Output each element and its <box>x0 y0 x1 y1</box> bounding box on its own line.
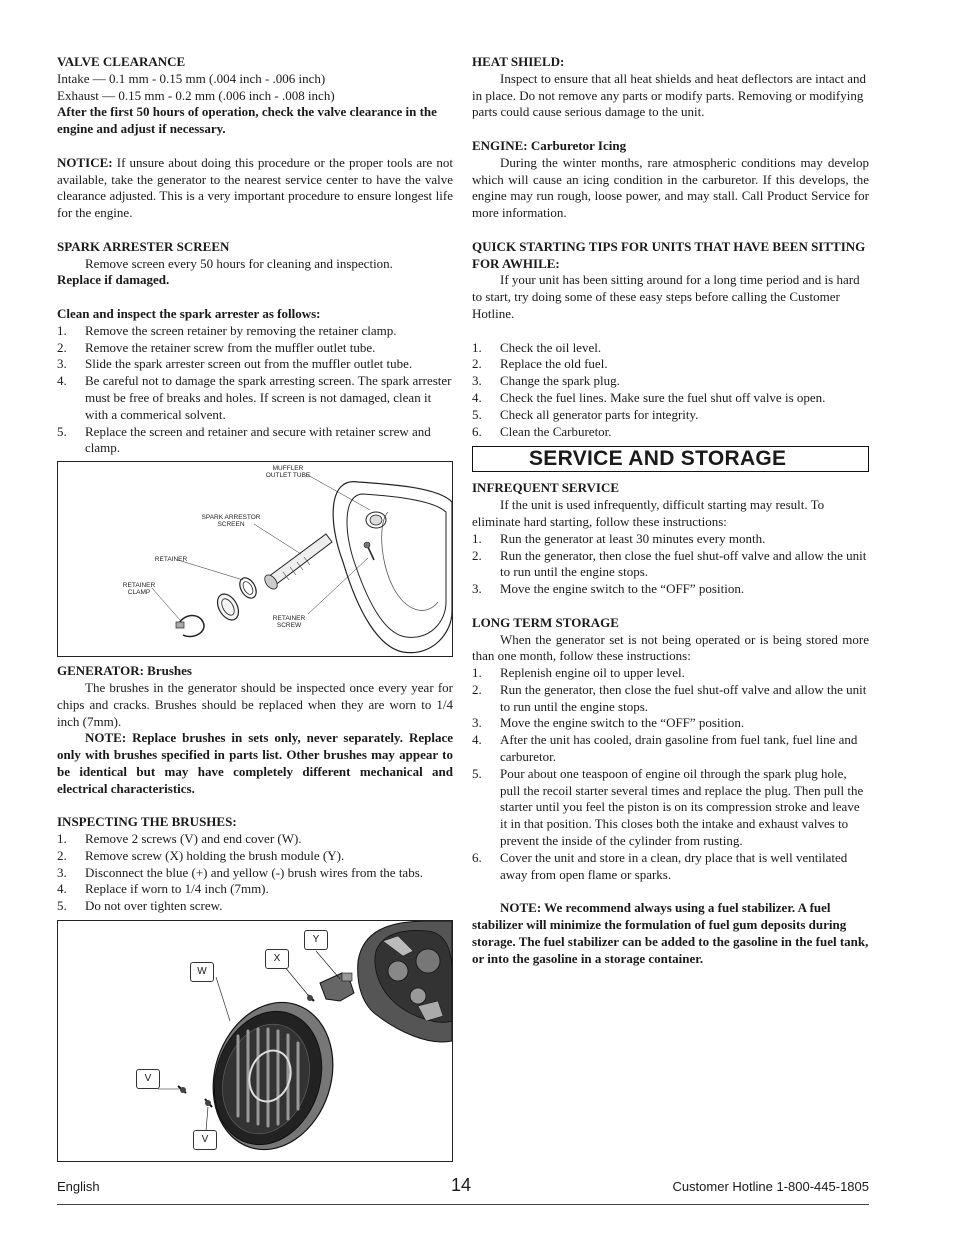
list-item: 1. Replenish engine oil to upper level. <box>472 665 685 681</box>
callout-w: W <box>190 962 214 982</box>
long-term-storage-para: When the generator set is not being operated or is being stored more than one month, follow these instructions: <box>472 631 869 664</box>
list-item: 2. Run the generator, then close the fuel shut-off valve and allow the unit to run until the engine stops. <box>472 681 867 714</box>
heat-shield-para: Inspect to ensure that all heat shields and heat deflectors are intact and in place. Do not remove any parts or modify parts. Removing or modifying parts could cause serious damage to the unit. <box>472 70 867 120</box>
callout-y: Y <box>304 930 328 950</box>
inspecting-brushes-steps <box>57 831 453 915</box>
list-item: 4. Check the fuel lines. Make sure the fuel shut off valve is open. <box>472 389 826 405</box>
intake-spec: Intake — 0.1 mm - 0.15 mm (.004 inch - .006 inch) <box>57 70 326 86</box>
infrequent-service-heading: INFREQUENT SERVICE <box>472 480 620 496</box>
footer-language: English <box>57 1179 100 1194</box>
list-item: 5. Check all generator parts for integrity. <box>472 406 699 422</box>
spark-arrester-illustration <box>58 462 452 656</box>
left-column <box>57 54 453 1162</box>
infrequent-service-para: If the unit is used infrequently, difficult starting may result. To eliminate hard starting, follow these instructions: <box>472 497 825 529</box>
list-item: 4. After the unit has cooled, drain gasoline from fuel tank, fuel line and carburetor. <box>472 732 858 765</box>
list-item: 3. Change the spark plug. <box>472 373 620 389</box>
list-item: 2. Remove screw (X) holding the brush module (Y). <box>57 847 345 863</box>
clean-inspect-heading: Clean and inspect the spark arrester as follows: <box>57 305 321 321</box>
carburetor-icing-heading: ENGINE: Carburetor Icing <box>472 137 627 153</box>
list-item: 3. Disconnect the blue (+) and yellow (-) brush wires from the tabs. <box>57 864 424 880</box>
list-item: 2. Run the generator, then close the fuel shut-off valve and allow the unit to run until the engine stops. <box>472 547 867 580</box>
valve-notice <box>57 155 453 222</box>
list-item: 1. Run the generator at least 30 minutes every month. <box>472 530 766 546</box>
callout-x: X <box>265 949 289 969</box>
replace-if-damaged: Replace if damaged. <box>57 272 170 288</box>
list-item: 3. Move the engine switch to the “OFF” position. <box>472 715 745 731</box>
list-item: 6. Clean the Carburetor. <box>472 423 612 439</box>
list-item: 5. Pour about one teaspoon of engine oil through the spark plug hole, pull the recoil starter several times and replace the plug. Then pull the starter until you feel the piston is on its compression stroke and leave it in that position. This closes both the intake and exhaust valves to prevent the inside of the cylinder from rusting. <box>472 765 864 849</box>
notice-text: If unsure about doing this procedure or the proper tools are not available, take the generator to the nearest service center to have the valve clearance adjusted. This is a very important procedure to ensure longest life for the engine. <box>57 154 453 221</box>
right-column <box>472 54 869 967</box>
spark-arrester-figure <box>57 461 453 657</box>
carburetor-icing-para: During the winter months, rare atmospheric conditions may develop which will cause an icing condition in the carburetor. If this develops, the engine may run rough, loose power, and may stall. Call Product Service for more information. <box>472 154 869 221</box>
spark-arrestor-label: SPARK ARRESTOR SCREEN <box>201 514 261 529</box>
service-storage-banner: SERVICE AND STORAGE <box>472 446 869 472</box>
callout-v2: V <box>193 1130 217 1150</box>
list-item: 3. Slide the spark arrester screen out from the muffler outlet tube. <box>57 356 413 372</box>
list-item: 4. Replace if worn to 1/4 inch (7mm). <box>57 881 269 897</box>
spark-arrester-steps <box>57 323 453 457</box>
muffler-outlet-label: MUFFLER OUTLET TUBE <box>265 465 311 480</box>
brush-module-illustration <box>58 921 452 1161</box>
heat-shield-heading: HEAT SHIELD: <box>472 54 565 69</box>
retainer-label: RETAINER <box>154 556 188 564</box>
inspecting-brushes-heading: INSPECTING THE BRUSHES: <box>57 814 237 830</box>
list-item: 3. Move the engine switch to the “OFF” position. <box>472 581 745 597</box>
infrequent-service-steps <box>472 531 869 598</box>
page-number: 14 <box>451 1175 472 1195</box>
retainer-screw-label: RETAINER SCREW <box>272 615 306 630</box>
list-item: 5. Replace the screen and retainer and secure with retainer screw and clamp. <box>57 423 431 456</box>
long-term-storage-steps <box>472 665 869 883</box>
list-item: 1. Remove the screen retainer by removing the retainer clamp. <box>57 322 397 338</box>
fuel-stabilizer-note: NOTE: We recommend always using a fuel stabilizer. A fuel stabilizer will minimize the formulation of fuel gum deposits during storage. The fuel stabilizer can be added to the gasoline in the fuel tank, or into the gasoline in a storage container. <box>472 900 869 966</box>
list-item: 4. Be careful not to damage the spark arresting screen. The spark arrester must be free of breaks and holes. If screen is not damaged, clean it with a commerical solvent. <box>57 373 452 422</box>
callout-v1: V <box>136 1069 160 1089</box>
notice-label: NOTICE: <box>57 154 113 170</box>
brushes-para: The brushes in the generator should be inspected once every year for chips and cracks. Brushes should be replaced when they are worn to 1/4 inch (7mm). <box>57 679 453 729</box>
brushes-heading: GENERATOR: Brushes <box>57 663 192 679</box>
list-item: 2. Remove the retainer screw from the muffler outlet tube. <box>57 339 376 355</box>
quick-starting-heading: QUICK STARTING TIPS FOR UNITS THAT HAVE BEEN SITTING FOR AWHILE: <box>472 238 866 271</box>
list-item: 1. Remove 2 screws (V) and end cover (W). <box>57 831 302 847</box>
list-item: 6. Cover the unit and store in a clean, dry place that is well ventilated away from open flame or sparks. <box>472 849 848 882</box>
list-item: 5. Do not over tighten screw. <box>57 898 223 914</box>
brush-module-figure <box>57 920 453 1162</box>
spark-arrester-heading: SPARK ARRESTER SCREEN <box>57 238 230 254</box>
spark-arrester-para: Remove screen every 50 hours for cleaning and inspection. <box>85 255 393 271</box>
quick-starting-steps <box>472 340 869 441</box>
customer-hotline: Customer Hotline 1-800-445-1805 <box>672 1179 869 1194</box>
quick-starting-para: If your unit has been sitting around for a long time period and is hard to start, try doing some of these easy steps before calling the Customer Hotline. <box>472 272 860 321</box>
list-item: 1. Check the oil level. <box>472 339 602 355</box>
valve-bold-note: After the first 50 hours of operation, check the valve clearance in the engine and adjust if necessary. <box>57 104 437 137</box>
retainer-clamp-label: RETAINER CLAMP <box>122 582 156 597</box>
valve-clearance-heading: VALVE CLEARANCE <box>57 54 186 69</box>
page-footer <box>57 1176 869 1205</box>
list-item: 2. Replace the old fuel. <box>472 356 608 372</box>
long-term-storage-heading: LONG TERM STORAGE <box>472 614 619 630</box>
brushes-note: NOTE: Replace brushes in sets only, never separately. Replace only with brushes specified in parts list. Other brushes may appear to be identical but may have completely different mechanical and electrical characteristics. <box>57 730 453 796</box>
exhaust-spec: Exhaust — 0.15 mm - 0.2 mm (.006 inch - .008 inch) <box>57 87 335 103</box>
